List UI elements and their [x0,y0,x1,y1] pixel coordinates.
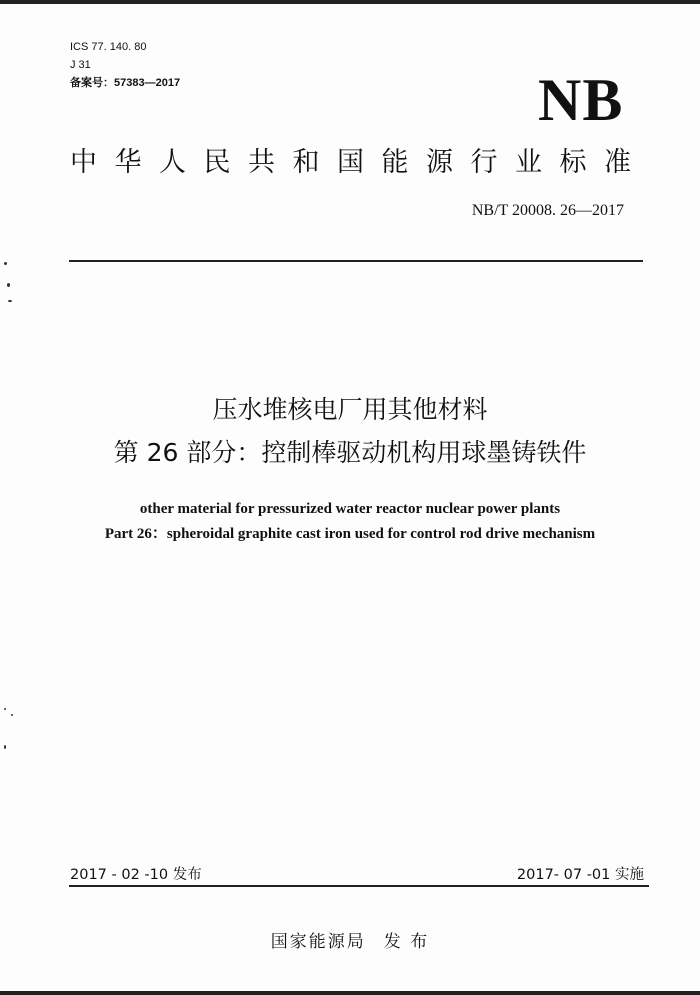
standard-type-heading: 中华人民共和国能源行业标准 [70,147,649,178]
english-title-line-2: Part 26：spheroidal graphite cast iron used for control rod drive mechanism [104,526,596,542]
footer-divider [69,885,649,887]
bottom-scan-edge [0,991,700,995]
issuer-line [0,931,700,953]
record-number: 备案号：57383—2017 [70,77,181,89]
nb-logo: NB [538,67,624,133]
implementation-date: 2017- 07 -01 实施 [516,867,644,883]
scan-speck [4,708,6,710]
scan-speck [8,300,12,302]
top-scan-edge [0,0,700,4]
standard-number: NB/T 20008. 26—2017 [471,202,624,219]
classification-code: J 31 [70,59,91,71]
issue-date: 2017 - 02 -10 发布 [70,867,202,883]
chinese-title-line-2: 第 26 部分：控制棒驱动机构用球墨铸铁件 [113,438,587,467]
scan-speck [4,745,6,749]
ics-code: ICS 77. 140. 80 [70,41,147,53]
header-divider [69,260,643,262]
english-title-line-1: other material for pressurized water reactor nuclear power plants [139,501,561,517]
scan-speck [7,283,10,287]
issuing-organization: 国家能源局 [270,932,366,952]
scan-speck [4,262,7,265]
scan-speck [11,714,13,716]
issue-action: 发 布 [383,932,430,952]
chinese-title-line-1: 压水堆核电厂用其他材料 [212,395,488,424]
